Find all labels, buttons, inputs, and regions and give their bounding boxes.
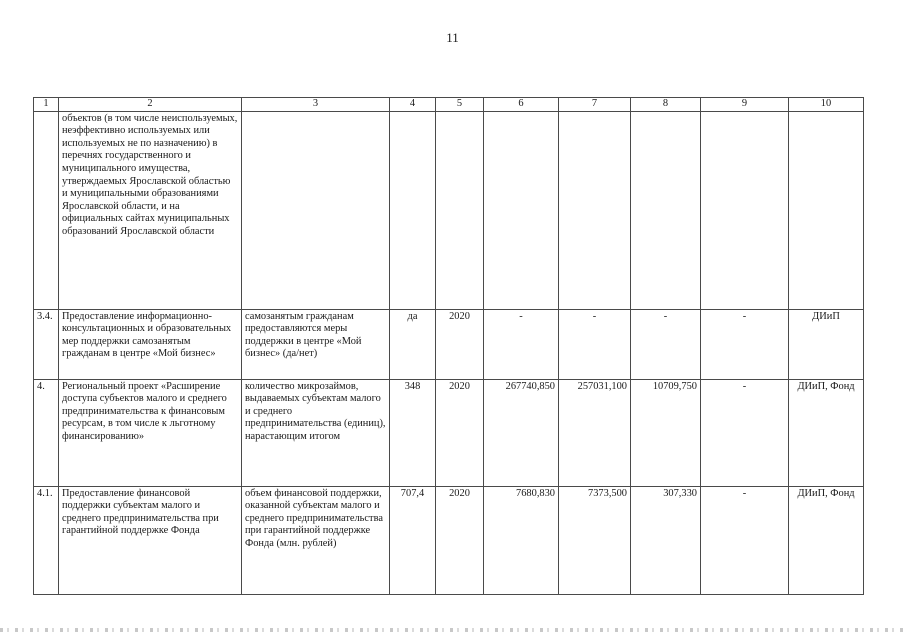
column-number: 8 [631, 98, 701, 112]
row-number: 3.4. [34, 309, 59, 379]
row-number: 4. [34, 379, 59, 486]
federal-amount: - [559, 309, 631, 379]
year [436, 111, 484, 309]
other-amount: - [701, 309, 789, 379]
responsible: ДИиП [789, 309, 864, 379]
indicator-value: 348 [390, 379, 436, 486]
total-amount: - [484, 309, 559, 379]
table-row [34, 309, 864, 379]
scan-edge-noise [0, 628, 905, 632]
federal-amount: 257031,100 [559, 379, 631, 486]
responsible: ДИиП, Фонд [789, 379, 864, 486]
total-amount [484, 111, 559, 309]
year: 2020 [436, 486, 484, 594]
total-amount: 7680,830 [484, 486, 559, 594]
indicator-name: количество микрозаймов, выдаваемых субъектам малого и среднего предпринимательства (единиц), нарастающим итогом [242, 379, 390, 486]
column-number: 2 [59, 98, 242, 112]
table-row [34, 379, 864, 486]
row-number: 4.1. [34, 486, 59, 594]
indicator-value: да [390, 309, 436, 379]
column-number: 7 [559, 98, 631, 112]
regional-amount: 10709,750 [631, 379, 701, 486]
table-row [34, 486, 864, 594]
table-row [34, 111, 864, 309]
regional-amount: - [631, 309, 701, 379]
indicator-name [242, 111, 390, 309]
measure-name: Предоставление финансовой поддержки субъектам малого и среднего предпринимательства при гарантийной поддержке Фонда [59, 486, 242, 594]
column-number: 5 [436, 98, 484, 112]
regional-amount [631, 111, 701, 309]
other-amount [701, 111, 789, 309]
column-number: 10 [789, 98, 864, 112]
federal-amount: 7373,500 [559, 486, 631, 594]
program-table [33, 97, 864, 595]
total-amount: 267740,850 [484, 379, 559, 486]
measure-name: Региональный проект «Расширение доступа субъектов малого и среднего предпринимательства к финансовым ресурсам, в том числе к льготному финансированию» [59, 379, 242, 486]
federal-amount [559, 111, 631, 309]
column-number-row [34, 98, 864, 112]
column-number: 9 [701, 98, 789, 112]
indicator-value: 707,4 [390, 486, 436, 594]
column-number: 3 [242, 98, 390, 112]
other-amount: - [701, 379, 789, 486]
year: 2020 [436, 309, 484, 379]
year: 2020 [436, 379, 484, 486]
row-number [34, 111, 59, 309]
measure-name: Предоставление информационно-консультационных и образовательных мер поддержки самозанятым гражданам в центре «Мой бизнес» [59, 309, 242, 379]
other-amount: - [701, 486, 789, 594]
column-number: 6 [484, 98, 559, 112]
indicator-value [390, 111, 436, 309]
page-number: 11 [446, 30, 459, 45]
measure-name: объектов (в том числе неиспользуемых, неэффективно используемых или используемых не по назначению) в перечнях государственного и муниципального имущества, утверждаемых Ярославской областью и муниципальными образованиями Ярославской области, и на официальных сайтах муниципальных образований Ярославской области [59, 111, 242, 309]
indicator-name: самозанятым гражданам предоставляются меры поддержки в центре «Мой бизнес» (да/нет) [242, 309, 390, 379]
column-number: 1 [34, 98, 59, 112]
responsible [789, 111, 864, 309]
regional-amount: 307,330 [631, 486, 701, 594]
column-number: 4 [390, 98, 436, 112]
indicator-name: объем финансовой поддержки, оказанной субъектам малого и среднего предпринимательства при гарантийной поддержке Фонда (млн. рублей) [242, 486, 390, 594]
responsible: ДИиП, Фонд [789, 486, 864, 594]
